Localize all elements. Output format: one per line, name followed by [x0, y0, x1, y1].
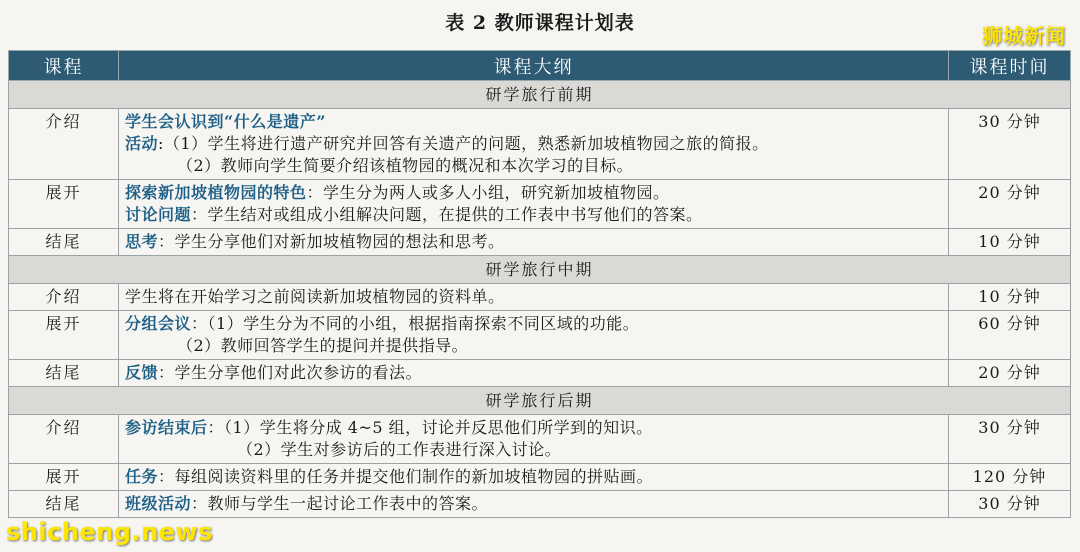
stage-cell: 展开: [9, 180, 119, 229]
outline-keyword: 分组会议: [125, 314, 192, 333]
outline-keyword: 参访结束后: [125, 418, 208, 437]
outline-line: [125, 493, 942, 515]
outline-keyword: 探索新加坡植物园的特色: [125, 183, 307, 202]
outline-keyword: 思考: [125, 232, 159, 251]
outline-line: [125, 111, 942, 133]
outline-line: [125, 313, 942, 335]
table-row: [9, 180, 1071, 229]
table-row: [9, 284, 1071, 311]
outline-text: （2）学生对参访后的工作表进行深入讨论。: [237, 440, 562, 459]
time-cell: 60 分钟: [949, 311, 1071, 360]
table-row: [9, 415, 1071, 464]
outline-text: （2）教师向学生简要介绍该植物园的概况和本次学习的目标。: [177, 156, 634, 175]
outline-text: ：学生分为两人或多人小组，研究新加坡植物园。: [306, 183, 670, 202]
time-cell: 120 分钟: [949, 464, 1071, 491]
outline-line: [125, 133, 942, 155]
time-cell: 10 分钟: [949, 229, 1071, 256]
outline-line: [125, 231, 942, 253]
outline-line: [125, 439, 942, 461]
stage-cell: 结尾: [9, 491, 119, 518]
outline-text: ：教师与学生一起讨论工作表中的答案。: [191, 494, 489, 513]
outline-line: [125, 204, 942, 226]
watermark-top-right: 狮城新闻: [982, 24, 1066, 48]
outline-line: [125, 362, 942, 384]
outline-keyword: 学生会认识到“什么是遗产”: [125, 112, 326, 131]
outline-cell: [119, 180, 949, 229]
outline-cell: [119, 109, 949, 180]
outline-text: ：学生分享他们对此次参访的看法。: [158, 363, 423, 382]
outline-keyword: 讨论问题: [125, 205, 192, 224]
outline-line: [125, 286, 942, 308]
stage-cell: 介绍: [9, 284, 119, 311]
time-cell: 30 分钟: [949, 109, 1071, 180]
outline-line: [125, 417, 942, 439]
time-cell: 10 分钟: [949, 284, 1071, 311]
stage-cell: 展开: [9, 311, 119, 360]
phase-label: 研学旅行前期: [9, 81, 1071, 109]
outline-text: :（1）学生将进行遗产研究并回答有关遗产的问题，熟悉新加坡植物园之旅的简报。: [158, 134, 769, 153]
outline-cell: [119, 464, 949, 491]
stage-cell: 介绍: [9, 109, 119, 180]
table-body: [9, 81, 1071, 518]
phase-row: [9, 81, 1071, 109]
table-title: 表 2 教师课程计划表: [445, 12, 635, 34]
outline-cell: [119, 284, 949, 311]
outline-cell: [119, 311, 949, 360]
outline-text: 学生将在开始学习之前阅读新加坡植物园的资料单。: [125, 287, 505, 306]
outline-line: [125, 155, 942, 177]
stage-cell: 展开: [9, 464, 119, 491]
outline-keyword: 反馈: [125, 363, 159, 382]
time-cell: 30 分钟: [949, 415, 1071, 464]
phase-row: [9, 387, 1071, 415]
header-time: 课程时间: [949, 51, 1071, 81]
phase-label: 研学旅行中期: [9, 256, 1071, 284]
phase-label: 研学旅行后期: [9, 387, 1071, 415]
table-row: [9, 229, 1071, 256]
stage-cell: 介绍: [9, 415, 119, 464]
outline-text: ：学生结对或组成小组解决问题，在提供的工作表中书写他们的答案。: [191, 205, 703, 224]
outline-cell: [119, 415, 949, 464]
time-cell: 20 分钟: [949, 180, 1071, 229]
table-row: [9, 464, 1071, 491]
outline-text: （2）教师回答学生的提问并提供指导。: [177, 336, 469, 355]
stage-cell: 结尾: [9, 360, 119, 387]
outline-cell: [119, 491, 949, 518]
table-row: [9, 360, 1071, 387]
table-row: [9, 491, 1071, 518]
outline-line: [125, 466, 942, 488]
header-row: [9, 51, 1071, 81]
time-cell: 20 分钟: [949, 360, 1071, 387]
phase-row: [9, 256, 1071, 284]
watermark-bottom-left: shicheng.news: [6, 518, 213, 546]
outline-keyword: 班级活动: [125, 494, 192, 513]
outline-text: ：（1）学生将分成 4~5 组，讨论并反思他们所学到的知识。: [207, 418, 653, 437]
header-stage: 课程: [9, 51, 119, 81]
outline-keyword: 活动: [125, 134, 159, 153]
table-row: [9, 109, 1071, 180]
table-row: [9, 311, 1071, 360]
outline-line: [125, 335, 942, 357]
course-plan-table: [8, 50, 1071, 518]
time-cell: 30 分钟: [949, 491, 1071, 518]
stage-cell: 结尾: [9, 229, 119, 256]
outline-text: ：（1）学生分为不同的小组，根据指南探索不同区域的功能。: [191, 314, 640, 333]
outline-line: [125, 182, 942, 204]
header-outline: 课程大纲: [119, 51, 949, 81]
outline-cell: [119, 360, 949, 387]
outline-text: ：每组阅读资料里的任务并提交他们制作的新加坡植物园的拼贴画。: [158, 467, 654, 486]
outline-cell: [119, 229, 949, 256]
outline-keyword: 任务: [125, 467, 159, 486]
outline-text: ：学生分享他们对新加坡植物园的想法和思考。: [158, 232, 505, 251]
